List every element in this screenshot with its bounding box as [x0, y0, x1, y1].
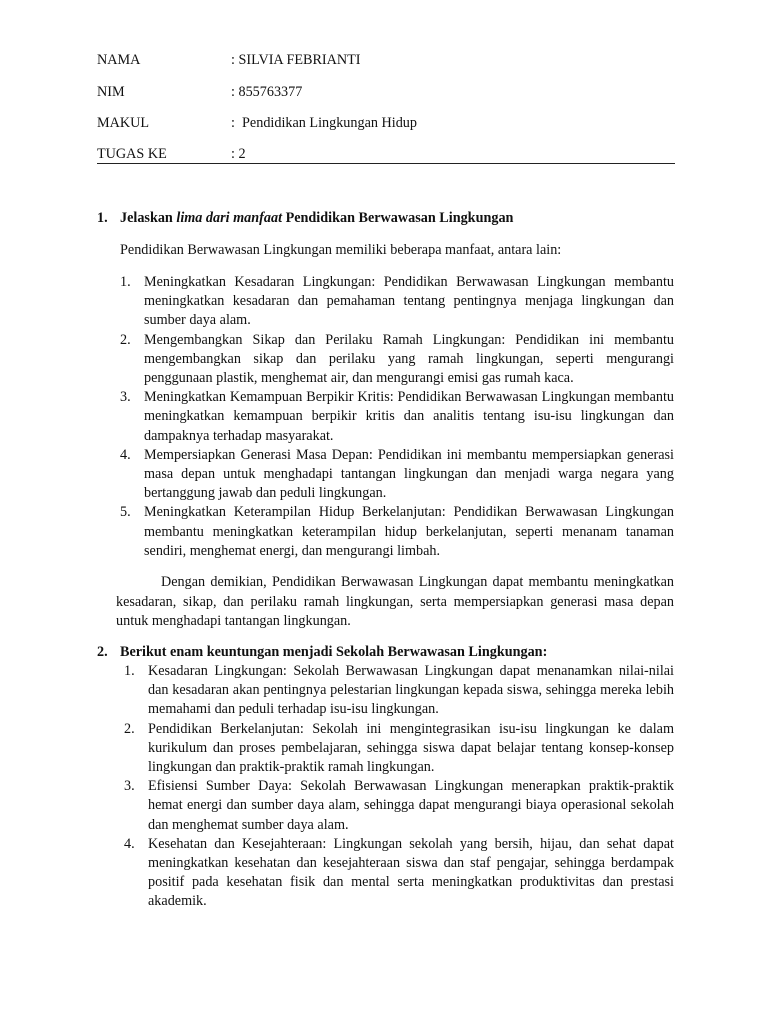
list-item — [120, 331, 674, 389]
list-item-number: 4. — [120, 446, 131, 463]
list-item — [124, 720, 674, 778]
list-item-text: Meningkatkan Kemampuan Berpikir Kritis: Pendidikan Berwawasan Lingkungan membantu meningkatkan kemampuan berpikir kritis dan analitis tentang isu-isu lingkungan dan dampaknya terhadap masyarakat. — [144, 389, 674, 444]
list-item-text: Kesadaran Lingkungan: Sekolah Berwawasan Lingkungan dapat menanamkan nilai-nilai dan kesadaran akan pentingnya pelestarian lingkungan kepada siswa, sehingga mereka lebih memahami dan peduli terhadap isu-isu lingkungan. — [148, 663, 674, 718]
header-value: : 2 — [231, 146, 246, 162]
list-item-number: 3. — [124, 778, 135, 795]
header-label: NAMA — [97, 52, 141, 68]
header-divider — [97, 163, 675, 164]
list-item — [120, 503, 674, 561]
section-2-list — [124, 662, 674, 912]
list-item-text: Meningkatkan Keterampilan Hidup Berkelanjutan: Pendidikan Berwawasan Lingkungan membantu meningkatkan keterampilan hidup berkelanjutan, seperti menanam tanaman sendiri, menghemat energi, dan mengurangi limbah. — [144, 504, 674, 559]
list-item-text: Mempersiapkan Generasi Masa Depan: Pendidikan ini membantu mempersiapkan generasi masa depan untuk menghadapi tantangan lingkungan dan menjadi warga negara yang bertanggung jawab dan peduli lingkungan. — [144, 446, 674, 502]
section-title — [120, 208, 513, 228]
header-row-nim — [97, 82, 675, 102]
title-part: Pendidikan Berwawasan Lingkungan — [282, 210, 514, 226]
header-label: TUGAS KE — [97, 146, 167, 162]
list-item — [120, 388, 674, 446]
list-item-number: 1. — [124, 663, 135, 679]
header-value: : 855763377 — [231, 84, 303, 100]
list-item-number: 5. — [120, 504, 131, 521]
section-1-intro: Pendidikan Berwawasan Lingkungan memiliki beberapa manfaat, antara lain: — [120, 242, 562, 258]
list-item-text: Pendidikan Berkelanjutan: Sekolah ini mengintegrasikan isu-isu lingkungan ke dalam kurikulum dan proses pembelajaran, sehingga siswa dapat belajar tentang konsep-konsep lingkungan dan praktik-praktik ramah lingkungan. — [148, 720, 674, 776]
header-value: : SILVIA FEBRIANTI — [231, 52, 361, 68]
header-value: : Pendidikan Lingkungan Hidup — [231, 115, 417, 131]
header-label: MAKUL — [97, 115, 150, 131]
list-item — [124, 835, 674, 912]
title-italic: lima dari manfaat — [176, 210, 283, 226]
section-1-closing: Dengan demikian, Pendidikan Berwawasan Lingkungan dapat membantu meningkatkan kesadaran, sikap, dan perilaku ramah lingkungan, serta mempersiapkan generasi masa depan untuk menghadapi tantangan lingkungan. — [116, 574, 674, 630]
list-item-number: 2. — [124, 720, 135, 737]
list-item — [124, 777, 674, 835]
list-item-text: Meningkatkan Kesadaran Lingkungan: Pendidikan Berwawasan Lingkungan membantu meningkatkan kesadaran dan pemahaman tentang pentingnya menjaga lingkungan dan sumber daya alam. — [144, 274, 674, 329]
list-item — [120, 446, 674, 504]
section-number: 1. — [97, 210, 108, 226]
header-row-tugas — [97, 144, 675, 164]
section-number: 2. — [97, 644, 108, 660]
list-item-text: Mengembangkan Sikap dan Perilaku Ramah Lingkungan: Pendidikan ini membantu mengembangkan sikap dan perilaku yang ramah lingkungan, seperti mengurangi penggunaan plastik, menghemat air, dan mengurangi emisi gas rumah kaca. — [144, 331, 674, 387]
list-item-text: Kesehatan dan Kesejahteraan: Lingkungan sekolah yang bersih, hijau, dan sehat dapat meningkatkan kesehatan dan kesejahteraan siswa dan staf pengajar, sehingga berdampak positif pada kesehatan fisik dan mental serta meningkatkan produktivitas dan prestasi akademik. — [148, 835, 674, 910]
list-item-number: 3. — [120, 389, 131, 406]
list-item-number: 2. — [120, 331, 131, 348]
list-item — [120, 273, 674, 331]
section-1-list — [120, 273, 674, 561]
list-item — [124, 662, 674, 720]
header-row-nama — [97, 50, 675, 70]
list-item-text: Efisiensi Sumber Daya: Sekolah Berwawasan Lingkungan menerapkan praktik-praktik hemat energi dan sumber daya alam, sehingga dapat mengurangi biaya operasional sekolah dan menghemat sumber daya alam. — [148, 778, 674, 833]
section-title: Berikut enam keuntungan menjadi Sekolah Berwawasan Lingkungan: — [120, 644, 548, 660]
list-item-number: 1. — [120, 274, 131, 290]
header-label: NIM — [97, 84, 125, 100]
header-row-makul — [97, 113, 675, 133]
list-item-number: 4. — [124, 835, 135, 852]
title-part: Jelaskan — [120, 210, 177, 226]
